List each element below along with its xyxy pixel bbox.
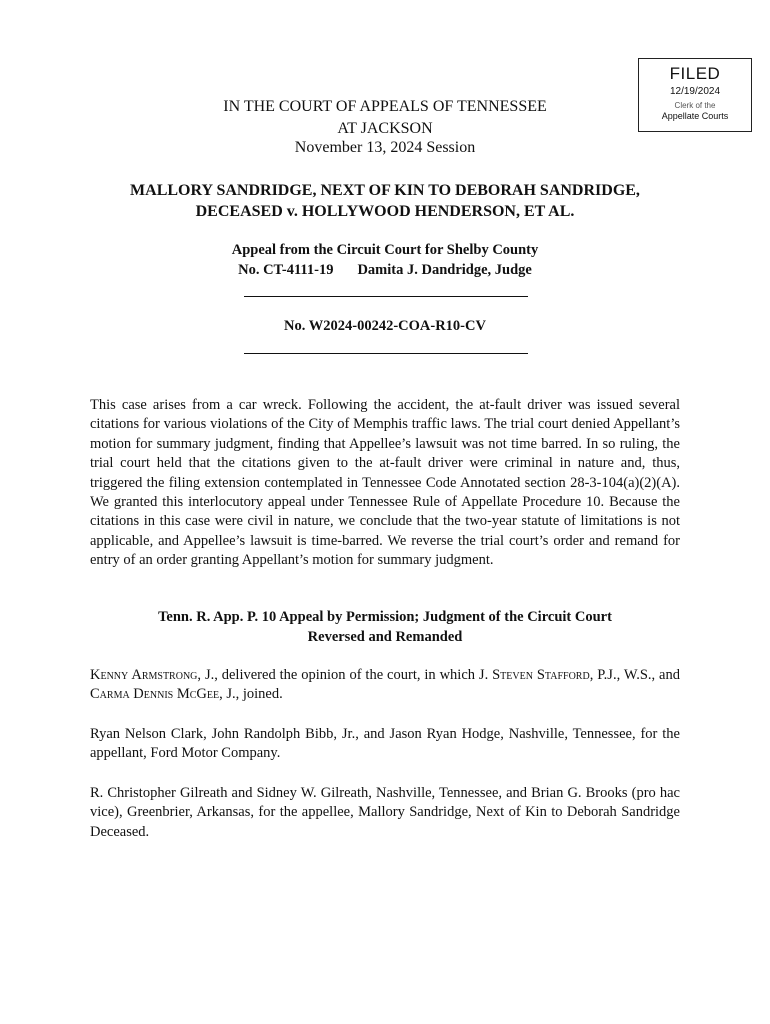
case-summary: This case arises from a car wreck. Following the accident, the at-fault driver was issued several citations for various violations of the City of Memphis traffic laws. The trial court denied Appellant’s motion for summary judgment, finding that Appellee’s lawsuit was not time barred. In so ruling, the trial court held that the citations given to the at-fault driver were criminal in nature and, thus, triggered the filing extension contemplated in Tennessee Code Annotated section 28-3-104(a)(2)(A). We granted this interlocutory appeal under Tennessee Rule of Appellate Procedure 10. Because the citations in this case were civil in nature, we conclude that the two-year statute of limitations is not applicable, and Appellee’s lawsuit is time-barred. We reverse the trial court’s order and remand for entry of an order granting Appellant’s motion for summary judgment. [90,397,680,569]
appellee-counsel: R. Christopher Gilreath and Sidney W. Gilreath, Nashville, Tennessee, and Brian G. Brooks (pro hac vice), Greenbrier, Arkansas, for the appellee, Mallory Sandridge, Next of Kin to Deborah Sandridge Deceased. [90,785,680,840]
divider-top [244,296,528,297]
case-title [0,180,770,222]
disposition-line2: Reversed and Remanded [307,629,463,645]
court-name: IN THE COURT OF APPEALS OF TENNESSEE [223,98,547,115]
session-date: November 13, 2024 Session [294,139,476,156]
trial-info [0,260,770,280]
opinion-text-2: , P.J., W.S., and [589,667,680,683]
court-location: AT JACKSON [337,120,433,137]
stamp-clerk: Clerk of the [674,101,716,110]
disposition-line1: Tenn. R. App. P. 10 Appeal by Permission; Judgment of the Circuit Court [158,609,612,625]
trial-judge: Damita J. Dandridge, Judge [357,262,532,278]
opinion-author: Kenny Armstrong [90,667,198,683]
appeal-info [0,240,770,280]
disposition [90,607,680,647]
appellant-counsel: Ryan Nelson Clark, John Randolph Bibb, Jr., and Jason Ryan Hodge, Nashville, Tennessee, for the appellant, Ford Motor Company. [90,726,680,762]
divider-bottom [244,353,528,354]
case-title-line2: DECEASED v. HOLLYWOOD HENDERSON, ET AL. [195,203,575,220]
joining-judge-2: Carma Dennis McGee [90,686,220,703]
trial-number: No. CT-4111-19 [238,262,334,278]
court-header [0,96,770,140]
stamp-title: FILED [669,64,721,83]
docket-number: No. W2024-00242-COA-R10-CV [284,318,486,334]
opinion-text-1: , J., delivered the opinion of the court, in which J. [197,667,493,683]
stamp-office: Appellate Courts [661,111,729,121]
opinion-attribution [90,666,680,705]
opinion-text-3: , J., joined. [219,686,283,703]
case-title-line1: MALLORY SANDRIDGE, NEXT OF KIN TO DEBORAH SANDRIDGE, [130,182,640,199]
joining-judge-1: Steven Stafford [492,667,590,683]
stamp-date: 12/19/2024 [669,86,721,97]
appeal-from: Appeal from the Circuit Court for Shelby County [231,242,539,258]
